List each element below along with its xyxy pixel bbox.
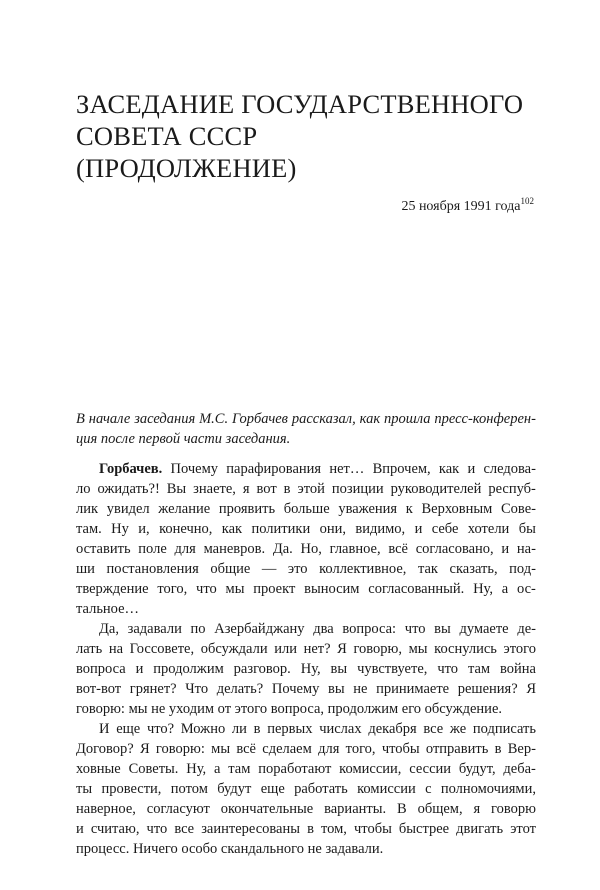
word: они, — [319, 521, 346, 537]
word: принимаете — [376, 681, 450, 697]
word: тверждение — [76, 581, 149, 597]
word: провести, — [101, 781, 162, 797]
word: что — [146, 821, 168, 837]
chapter-title-line: (ПРОДОЛЖЕНИЕ) — [76, 153, 297, 183]
text-line — [76, 639, 536, 659]
word: еще — [260, 781, 285, 797]
word: того, — [345, 741, 376, 757]
word: маневров. — [203, 541, 266, 557]
word: окончательные — [220, 801, 314, 817]
word: обсуждали — [200, 641, 268, 657]
word: ос- — [517, 581, 536, 597]
word: как — [359, 411, 381, 427]
word: знаете, — [193, 481, 236, 497]
word: следова- — [483, 461, 536, 477]
word: все — [423, 721, 444, 737]
word: и — [501, 541, 510, 557]
word: в — [494, 741, 502, 757]
word: вот-вот — [76, 681, 122, 697]
word: общие — [210, 561, 251, 577]
word: комиссии — [357, 781, 416, 797]
word: Ну, — [186, 761, 207, 777]
text-line — [76, 759, 536, 779]
word: и, — [138, 521, 150, 537]
chapter-title-line: СОВЕТА СССР — [76, 121, 258, 151]
session-date-text: 25 ноября 1991 года — [401, 199, 521, 214]
text-line — [76, 479, 536, 499]
word: решения? — [457, 681, 518, 697]
word: Ну, — [300, 661, 321, 677]
word: заинтересованы — [201, 821, 300, 837]
word: этого — [503, 641, 536, 657]
text-line: тальное… — [76, 601, 140, 617]
word: думаете — [459, 621, 509, 637]
word: де- — [517, 621, 536, 637]
word: а — [501, 581, 509, 597]
word: что — [404, 621, 426, 637]
word: быстрее — [398, 821, 450, 837]
word: согласуют — [146, 801, 210, 817]
word: первых — [267, 721, 313, 737]
speaker-name: Горбачев. — [99, 461, 163, 477]
word: видимо, — [355, 521, 406, 537]
word: будут, — [458, 761, 496, 777]
word: сказать, — [449, 561, 498, 577]
word: поработают — [258, 761, 332, 777]
word: декабря — [368, 721, 417, 737]
word: делать? — [216, 681, 264, 697]
word: что — [196, 581, 217, 597]
text-line — [76, 409, 536, 429]
word: и — [414, 521, 423, 537]
intro-paragraph — [76, 409, 536, 449]
word: сделаем — [262, 741, 312, 757]
text-line — [76, 579, 536, 599]
word: вы — [434, 621, 451, 637]
text-line — [76, 539, 536, 559]
chapter-title-line: ЗАСЕДАНИЕ ГОСУДАРСТВЕННОГО — [76, 89, 524, 119]
word: там — [467, 661, 491, 677]
word: продолжим — [153, 661, 224, 677]
word: уважения — [338, 501, 398, 517]
word: В — [397, 801, 407, 817]
word: и — [135, 661, 144, 677]
word: коснулись — [434, 641, 497, 657]
text-line — [76, 739, 536, 759]
session-date — [401, 198, 534, 216]
word: главное, — [329, 541, 381, 557]
word: я — [473, 801, 481, 817]
word: Верховным — [421, 501, 493, 517]
word: Я — [526, 681, 536, 697]
word: Советы. — [128, 761, 179, 777]
word: война — [500, 661, 536, 677]
word: мы — [211, 741, 231, 757]
text-line — [76, 799, 536, 819]
word: в — [307, 821, 314, 837]
word: чтобы — [354, 821, 392, 837]
word: будут — [217, 781, 252, 797]
word: для — [174, 541, 196, 557]
word: это — [287, 561, 308, 577]
text-line: говорю: мы не уходим от этого вопроса, продолжим его обсуждение. — [76, 701, 503, 717]
text-line — [76, 459, 536, 479]
word: Госсовете, — [129, 641, 195, 657]
word: больше — [283, 501, 330, 517]
word: прошла — [384, 411, 431, 427]
word: постановления — [106, 561, 199, 577]
word: же — [449, 721, 467, 737]
text-line: процесс. Ничего особо скандального не задавали. — [76, 841, 384, 857]
word: говорю — [491, 801, 536, 817]
word: проект — [253, 581, 296, 597]
word: в — [283, 481, 291, 497]
word: этой — [297, 481, 325, 497]
word: пресс-конферен- — [434, 411, 536, 427]
word: вы — [330, 661, 348, 677]
word: как — [438, 461, 460, 477]
word: ховные — [76, 761, 121, 777]
word: еще — [116, 721, 141, 737]
word: нет… — [329, 461, 365, 477]
word: а — [214, 761, 221, 777]
word: Можно — [180, 721, 226, 737]
word: И — [99, 721, 110, 737]
word: два — [313, 621, 334, 637]
word: ты — [76, 781, 93, 797]
word: в — [253, 721, 261, 737]
word: так — [417, 561, 438, 577]
word: с — [425, 781, 432, 797]
transcript-body — [76, 459, 536, 859]
word: Я — [139, 741, 150, 757]
text-line — [76, 779, 536, 799]
word: на — [108, 641, 124, 657]
word: мы — [408, 641, 428, 657]
text-line — [76, 719, 536, 739]
text-line: ция после первой части заседания. — [76, 431, 291, 447]
word: сессии — [409, 761, 452, 777]
word: Горбачев — [231, 411, 288, 427]
word: поле — [138, 541, 167, 557]
word: Вер- — [507, 741, 536, 757]
word: ли — [231, 721, 247, 737]
word: — — [261, 561, 277, 577]
word: комиссии, — [339, 761, 402, 777]
word: задавали — [127, 621, 182, 637]
word: Что — [185, 681, 209, 697]
word: Вы — [166, 481, 187, 497]
word: Ну — [111, 521, 129, 537]
word: парафирования — [226, 461, 322, 477]
word: политики — [251, 521, 311, 537]
word: ло — [76, 481, 91, 497]
text-line — [76, 659, 536, 679]
word: не — [353, 681, 368, 697]
word: Почему — [271, 681, 320, 697]
word: всё — [236, 741, 256, 757]
word: выносим — [304, 581, 360, 597]
word: работать — [294, 781, 348, 797]
word: руководителей — [390, 481, 482, 497]
word: и — [467, 461, 476, 477]
word: том, — [321, 821, 347, 837]
word: вопроса — [76, 661, 126, 677]
word: отправить — [425, 741, 489, 757]
word: респуб- — [488, 481, 536, 497]
word: хотели — [467, 521, 510, 537]
word: коллективное, — [319, 561, 407, 577]
word: общем, — [417, 801, 463, 817]
footnote-marker: 102 — [520, 196, 534, 206]
word: я — [242, 481, 250, 497]
word: начале — [88, 411, 131, 427]
word: Договор? — [76, 741, 134, 757]
word: грянет? — [129, 681, 177, 697]
word: там — [228, 761, 251, 777]
word: нет? — [303, 641, 331, 657]
word: потом — [170, 781, 208, 797]
word: В — [76, 411, 85, 427]
word: оставить — [76, 541, 131, 557]
word: что — [437, 661, 459, 677]
word: говорю: — [155, 741, 205, 757]
word: все — [174, 821, 195, 837]
word: чтобы — [381, 741, 420, 757]
word: считаю, — [90, 821, 140, 837]
word: под- — [509, 561, 536, 577]
word: вопроса: — [342, 621, 397, 637]
word: Почему — [170, 461, 219, 477]
word: ожидать?! — [97, 481, 160, 497]
word: говорю, — [353, 641, 402, 657]
word: Да, — [99, 621, 119, 637]
word: Да. — [272, 541, 293, 557]
word: двигать — [456, 821, 504, 837]
word: конечно, — [159, 521, 213, 537]
word: проявить — [218, 501, 276, 517]
word: лать — [76, 641, 103, 657]
word: как — [221, 521, 243, 537]
text-line — [76, 499, 536, 519]
word: вот — [256, 481, 277, 497]
word: мы — [225, 581, 245, 597]
word: там. — [76, 521, 102, 537]
word: Ну, — [473, 581, 493, 597]
word: позиции — [331, 481, 384, 497]
word: рассказал, — [291, 411, 356, 427]
word: Но, — [300, 541, 322, 557]
word: того, — [157, 581, 188, 597]
word: или — [274, 641, 297, 657]
word: Впрочем, — [372, 461, 431, 477]
word: вы — [328, 681, 345, 697]
chapter-title — [76, 88, 556, 184]
word: заседания — [134, 411, 196, 427]
word: всё — [388, 541, 408, 557]
word: лик — [76, 501, 99, 517]
word: числах — [319, 721, 362, 737]
word: что? — [146, 721, 175, 737]
word: Азербайджану — [214, 621, 305, 637]
word: чувствуете, — [357, 661, 428, 677]
word: этот — [510, 821, 536, 837]
word: деба- — [503, 761, 536, 777]
text-line — [76, 819, 536, 839]
word: варианты. — [324, 801, 387, 817]
word: ши — [76, 561, 95, 577]
word: Сове- — [501, 501, 536, 517]
word: согласованный. — [368, 581, 465, 597]
word: на- — [516, 541, 536, 557]
word: М.С. — [199, 411, 229, 427]
word: бы — [518, 521, 536, 537]
word: для — [318, 741, 340, 757]
word: и — [76, 821, 84, 837]
word: к — [405, 501, 413, 517]
text-line — [76, 519, 536, 539]
word: разговор. — [233, 661, 291, 677]
word: себе — [431, 521, 459, 537]
word: полномочиями, — [440, 781, 536, 797]
text-line — [76, 619, 536, 639]
word: согласовано, — [415, 541, 494, 557]
word: Я — [337, 641, 347, 657]
text-line — [76, 559, 536, 579]
text-line — [76, 679, 536, 699]
word: по — [190, 621, 206, 637]
word: увидел — [106, 501, 150, 517]
word: желание — [158, 501, 211, 517]
word: подписать — [472, 721, 536, 737]
word: наверное, — [76, 801, 136, 817]
